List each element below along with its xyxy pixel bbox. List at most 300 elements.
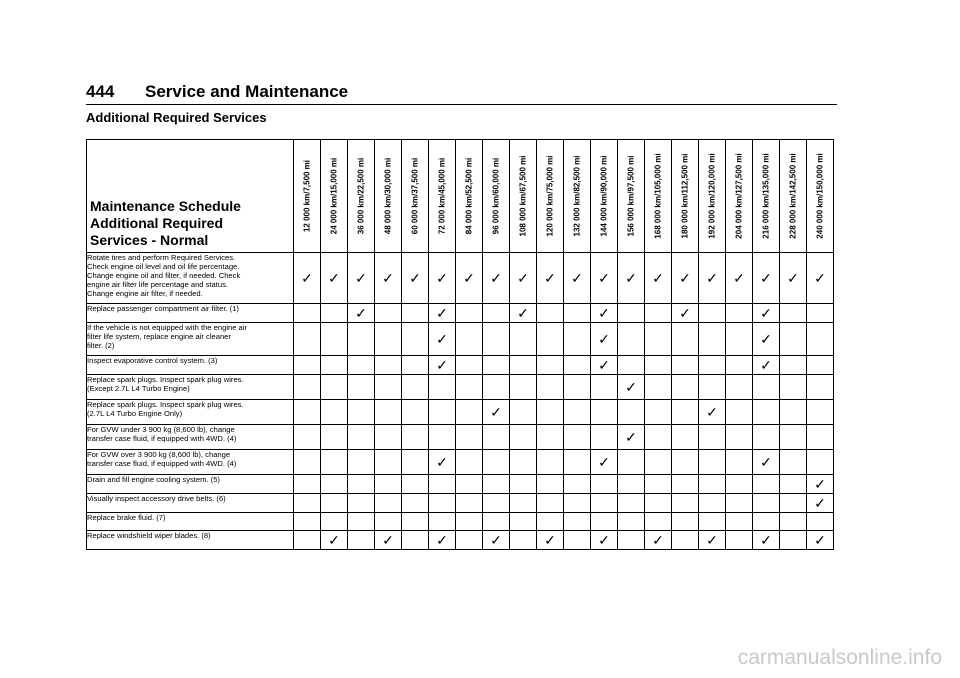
schedule-cell (753, 304, 780, 323)
check-mark-icon: ✓ (814, 532, 826, 548)
schedule-cell (645, 400, 672, 425)
schedule-cell (807, 356, 834, 375)
page-number: 444 (86, 82, 115, 101)
schedule-cell (348, 253, 375, 304)
schedule-cell (618, 356, 645, 375)
check-mark-icon: ✓ (652, 270, 664, 286)
service-line: Check engine oil level and oil life percentage. (87, 262, 240, 271)
schedule-cell (672, 253, 699, 304)
maintenance-schedule-table (86, 139, 834, 550)
schedule-cell (348, 400, 375, 425)
schedule-cell (510, 494, 537, 513)
interval-label: 192 000 km/120,000 mi (707, 153, 717, 239)
schedule-cell (402, 375, 429, 400)
check-mark-icon: ✓ (679, 305, 691, 321)
interval-header (510, 140, 537, 253)
schedule-cell (699, 304, 726, 323)
schedule-cell (618, 475, 645, 494)
schedule-cell (564, 450, 591, 475)
schedule-cell (699, 323, 726, 356)
check-mark-icon: ✓ (436, 357, 448, 373)
schedule-cell (510, 531, 537, 550)
schedule-cell (429, 356, 456, 375)
schedule-cell (564, 513, 591, 531)
schedule-cell (456, 400, 483, 425)
check-mark-icon: ✓ (355, 270, 367, 286)
schedule-cell (321, 475, 348, 494)
schedule-cell (807, 494, 834, 513)
schedule-cell (699, 375, 726, 400)
schedule-cell (429, 375, 456, 400)
check-mark-icon: ✓ (706, 532, 718, 548)
check-mark-icon: ✓ (814, 495, 826, 511)
schedule-cell (699, 531, 726, 550)
schedule-cell (510, 253, 537, 304)
interval-label: 120 000 km/75,000 mi (545, 155, 555, 237)
service-line: Replace spark plugs. Inspect spark plug wires. (87, 375, 244, 384)
schedule-cell (510, 450, 537, 475)
corner-title-line: Additional Required (90, 215, 223, 231)
schedule-cell (429, 304, 456, 323)
schedule-cell (618, 513, 645, 531)
schedule-cell (321, 356, 348, 375)
check-mark-icon: ✓ (571, 270, 583, 286)
service-line: filter life system, replace engine air cleaner (87, 332, 231, 341)
schedule-cell (807, 513, 834, 531)
schedule-cell (429, 450, 456, 475)
schedule-cell (510, 375, 537, 400)
schedule-cell (483, 304, 510, 323)
schedule-cell (780, 356, 807, 375)
service-line: For GVW under 3 900 kg (8,600 lb), change (87, 425, 235, 434)
schedule-cell (456, 375, 483, 400)
schedule-cell (348, 304, 375, 323)
schedule-cell (564, 323, 591, 356)
schedule-cell (672, 513, 699, 531)
schedule-cell (456, 450, 483, 475)
schedule-cell (483, 494, 510, 513)
schedule-cell (321, 400, 348, 425)
interval-header (321, 140, 348, 253)
schedule-cell (753, 513, 780, 531)
schedule-cell (564, 356, 591, 375)
schedule-cell (672, 450, 699, 475)
schedule-cell (753, 450, 780, 475)
schedule-cell (321, 304, 348, 323)
schedule-cell (699, 356, 726, 375)
check-mark-icon: ✓ (598, 357, 610, 373)
schedule-cell (780, 531, 807, 550)
schedule-cell (726, 400, 753, 425)
service-line: Change engine air filter, if needed. (87, 289, 203, 298)
check-mark-icon: ✓ (355, 305, 367, 321)
schedule-cell (726, 425, 753, 450)
check-mark-icon: ✓ (598, 305, 610, 321)
schedule-cell (807, 450, 834, 475)
interval-label: 204 000 km/127,500 mi (734, 153, 744, 239)
schedule-cell (591, 323, 618, 356)
schedule-cell (726, 513, 753, 531)
check-mark-icon: ✓ (463, 270, 475, 286)
schedule-cell (483, 513, 510, 531)
service-line: transfer case fluid, if equipped with 4WD. (4) (87, 459, 237, 468)
schedule-cell (726, 531, 753, 550)
interval-label: 168 000 km/105,000 mi (653, 153, 663, 239)
service-description (87, 450, 294, 475)
schedule-cell (294, 323, 321, 356)
schedule-cell (780, 400, 807, 425)
interval-label: 228 000 km/142,500 mi (788, 153, 798, 239)
interval-label: 240 000 km/150,000 mi (815, 153, 825, 239)
schedule-cell (348, 323, 375, 356)
interval-header (456, 140, 483, 253)
schedule-cell (780, 304, 807, 323)
table-corner-title (87, 140, 294, 253)
check-mark-icon: ✓ (301, 270, 313, 286)
schedule-cell (699, 400, 726, 425)
service-line: Change engine oil and filter, if needed. Check (87, 271, 241, 280)
service-line: For GVW over 3 900 kg (8,600 lb), change (87, 450, 231, 459)
schedule-cell (726, 323, 753, 356)
schedule-cell (294, 356, 321, 375)
service-line: Visually inspect accessory drive belts. (6) (87, 494, 226, 503)
check-mark-icon: ✓ (679, 270, 691, 286)
check-mark-icon: ✓ (409, 270, 421, 286)
schedule-cell (510, 323, 537, 356)
schedule-cell (321, 375, 348, 400)
schedule-cell (483, 375, 510, 400)
schedule-cell (591, 513, 618, 531)
schedule-cell (429, 475, 456, 494)
schedule-cell (672, 494, 699, 513)
schedule-cell (348, 494, 375, 513)
schedule-cell (780, 475, 807, 494)
schedule-cell (807, 304, 834, 323)
check-mark-icon: ✓ (490, 532, 502, 548)
schedule-cell (294, 475, 321, 494)
schedule-cell (429, 513, 456, 531)
schedule-cell (564, 425, 591, 450)
schedule-cell (294, 400, 321, 425)
service-description (87, 425, 294, 450)
schedule-cell (375, 531, 402, 550)
schedule-cell (780, 494, 807, 513)
check-mark-icon: ✓ (652, 532, 664, 548)
interval-header (429, 140, 456, 253)
header-divider (86, 104, 837, 105)
schedule-cell (294, 375, 321, 400)
schedule-cell (699, 450, 726, 475)
check-mark-icon: ✓ (760, 305, 772, 321)
schedule-cell (375, 425, 402, 450)
check-mark-icon: ✓ (436, 454, 448, 470)
schedule-cell (645, 253, 672, 304)
schedule-cell (348, 513, 375, 531)
service-line: filter. (2) (87, 341, 115, 350)
check-mark-icon: ✓ (544, 532, 556, 548)
table-row (87, 356, 834, 375)
schedule-cell (456, 475, 483, 494)
schedule-cell (429, 323, 456, 356)
schedule-cell (510, 475, 537, 494)
schedule-cell (294, 513, 321, 531)
table-row (87, 531, 834, 550)
section-title: Additional Required Services (86, 110, 267, 125)
service-description (87, 513, 294, 531)
table-row (87, 494, 834, 513)
schedule-cell (510, 356, 537, 375)
schedule-cell (402, 304, 429, 323)
interval-label: 180 000 km/112,500 mi (680, 153, 690, 239)
schedule-cell (780, 425, 807, 450)
schedule-cell (294, 450, 321, 475)
schedule-cell (753, 356, 780, 375)
schedule-cell (726, 253, 753, 304)
schedule-cell (321, 494, 348, 513)
schedule-cell (483, 323, 510, 356)
schedule-cell (807, 475, 834, 494)
schedule-cell (375, 475, 402, 494)
check-mark-icon: ✓ (814, 270, 826, 286)
schedule-cell (618, 425, 645, 450)
schedule-cell (699, 253, 726, 304)
interval-label: 48 000 km/30,000 mi (383, 157, 393, 235)
schedule-cell (402, 475, 429, 494)
schedule-cell (456, 356, 483, 375)
schedule-cell (780, 513, 807, 531)
check-mark-icon: ✓ (517, 305, 529, 321)
corner-title-line: Services - Normal (90, 232, 209, 248)
interval-header (672, 140, 699, 253)
schedule-cell (564, 375, 591, 400)
interval-header (591, 140, 618, 253)
schedule-cell (402, 400, 429, 425)
check-mark-icon: ✓ (760, 270, 772, 286)
schedule-cell (645, 304, 672, 323)
schedule-cell (510, 304, 537, 323)
service-description (87, 475, 294, 494)
interval-header (699, 140, 726, 253)
schedule-cell (456, 323, 483, 356)
interval-header (564, 140, 591, 253)
schedule-cell (753, 475, 780, 494)
table-row (87, 450, 834, 475)
check-mark-icon: ✓ (328, 532, 340, 548)
service-line: Replace brake fluid. (7) (87, 513, 166, 522)
schedule-cell (375, 323, 402, 356)
schedule-cell (591, 450, 618, 475)
schedule-cell (510, 513, 537, 531)
watermark-logo: carmanualsonline.info (737, 646, 942, 669)
check-mark-icon: ✓ (625, 270, 637, 286)
schedule-cell (591, 253, 618, 304)
check-mark-icon: ✓ (760, 331, 772, 347)
schedule-cell (645, 425, 672, 450)
schedule-cell (780, 323, 807, 356)
schedule-cell (402, 513, 429, 531)
schedule-cell (483, 531, 510, 550)
check-mark-icon: ✓ (598, 331, 610, 347)
schedule-cell (456, 513, 483, 531)
check-mark-icon: ✓ (598, 270, 610, 286)
check-mark-icon: ✓ (382, 270, 394, 286)
service-description (87, 400, 294, 425)
schedule-cell (807, 425, 834, 450)
schedule-cell (645, 494, 672, 513)
service-line: Replace passenger compartment air filter. (1) (87, 304, 239, 313)
check-mark-icon: ✓ (598, 454, 610, 470)
schedule-cell (456, 531, 483, 550)
interval-label: 96 000 km/60,000 mi (491, 157, 501, 235)
check-mark-icon: ✓ (490, 404, 502, 420)
schedule-cell (564, 304, 591, 323)
schedule-cell (618, 400, 645, 425)
service-line: Inspect evaporative control system. (3) (87, 356, 218, 365)
schedule-cell (402, 494, 429, 513)
schedule-cell (645, 323, 672, 356)
service-line: Replace spark plugs. Inspect spark plug wires. (87, 400, 244, 409)
schedule-cell (618, 531, 645, 550)
schedule-cell (807, 375, 834, 400)
interval-header (375, 140, 402, 253)
schedule-cell (726, 450, 753, 475)
interval-header (726, 140, 753, 253)
schedule-cell (456, 425, 483, 450)
interval-label: 12 000 km/7,500 mi (302, 159, 312, 233)
schedule-cell (294, 531, 321, 550)
schedule-cell (537, 253, 564, 304)
service-description (87, 494, 294, 513)
interval-header (348, 140, 375, 253)
interval-label: 84 000 km/52,500 mi (464, 157, 474, 235)
service-description (87, 531, 294, 550)
schedule-cell (591, 356, 618, 375)
schedule-cell (645, 450, 672, 475)
schedule-cell (402, 531, 429, 550)
table-row (87, 253, 834, 304)
schedule-cell (726, 356, 753, 375)
schedule-cell (321, 450, 348, 475)
interval-label: 60 000 km/37,500 mi (410, 157, 420, 235)
interval-header (645, 140, 672, 253)
schedule-cell (618, 323, 645, 356)
schedule-cell (537, 494, 564, 513)
schedule-cell (618, 494, 645, 513)
schedule-cell (672, 356, 699, 375)
schedule-cell (321, 253, 348, 304)
schedule-cell (537, 400, 564, 425)
schedule-cell (645, 375, 672, 400)
schedule-cell (780, 450, 807, 475)
schedule-cell (645, 475, 672, 494)
schedule-cell (375, 304, 402, 323)
schedule-cell (753, 323, 780, 356)
service-line: If the vehicle is not equipped with the engine air (87, 323, 247, 332)
interval-label: 132 000 km/82,500 mi (572, 155, 582, 237)
schedule-cell (591, 425, 618, 450)
schedule-cell (537, 475, 564, 494)
schedule-cell (348, 375, 375, 400)
schedule-cell (537, 450, 564, 475)
service-description (87, 304, 294, 323)
schedule-cell (726, 475, 753, 494)
schedule-cell (807, 253, 834, 304)
service-description (87, 323, 294, 356)
schedule-cell (591, 494, 618, 513)
schedule-cell (699, 425, 726, 450)
interval-header (402, 140, 429, 253)
interval-header (294, 140, 321, 253)
schedule-cell (375, 513, 402, 531)
schedule-cell (483, 450, 510, 475)
schedule-cell (699, 513, 726, 531)
service-line: Rotate tires and perform Required Services. (87, 253, 236, 262)
check-mark-icon: ✓ (436, 532, 448, 548)
schedule-cell (429, 253, 456, 304)
schedule-cell (618, 304, 645, 323)
schedule-cell (537, 304, 564, 323)
service-line: engine air filter life percentage and status. (87, 280, 228, 289)
interval-header (807, 140, 834, 253)
schedule-cell (456, 253, 483, 304)
table-row (87, 475, 834, 494)
schedule-cell (375, 450, 402, 475)
schedule-cell (807, 323, 834, 356)
check-mark-icon: ✓ (436, 305, 448, 321)
service-description (87, 356, 294, 375)
schedule-cell (780, 375, 807, 400)
schedule-cell (537, 425, 564, 450)
check-mark-icon: ✓ (760, 454, 772, 470)
schedule-cell (672, 400, 699, 425)
schedule-cell (564, 253, 591, 304)
schedule-cell (348, 531, 375, 550)
schedule-cell (753, 400, 780, 425)
page-title: Service and Maintenance (145, 82, 349, 101)
schedule-cell (456, 494, 483, 513)
table-row (87, 375, 834, 400)
schedule-cell (402, 356, 429, 375)
table-header-row (87, 140, 834, 253)
check-mark-icon: ✓ (706, 270, 718, 286)
schedule-cell (753, 494, 780, 513)
table-row (87, 513, 834, 531)
interval-label: 36 000 km/22,500 mi (356, 157, 366, 235)
interval-label: 72 000 km/45,000 mi (437, 157, 447, 235)
schedule-cell (483, 425, 510, 450)
schedule-cell (726, 304, 753, 323)
schedule-cell (483, 400, 510, 425)
schedule-cell (591, 304, 618, 323)
interval-label: 216 000 km/135,000 mi (761, 153, 771, 239)
service-description (87, 375, 294, 400)
schedule-cell (510, 400, 537, 425)
schedule-cell (537, 513, 564, 531)
table-row (87, 400, 834, 425)
schedule-cell (348, 356, 375, 375)
schedule-cell (402, 253, 429, 304)
schedule-cell (591, 475, 618, 494)
schedule-cell (510, 425, 537, 450)
schedule-cell (294, 253, 321, 304)
schedule-cell (375, 494, 402, 513)
schedule-cell (618, 375, 645, 400)
check-mark-icon: ✓ (760, 357, 772, 373)
schedule-cell (780, 253, 807, 304)
schedule-cell (294, 494, 321, 513)
schedule-cell (537, 375, 564, 400)
check-mark-icon: ✓ (382, 532, 394, 548)
